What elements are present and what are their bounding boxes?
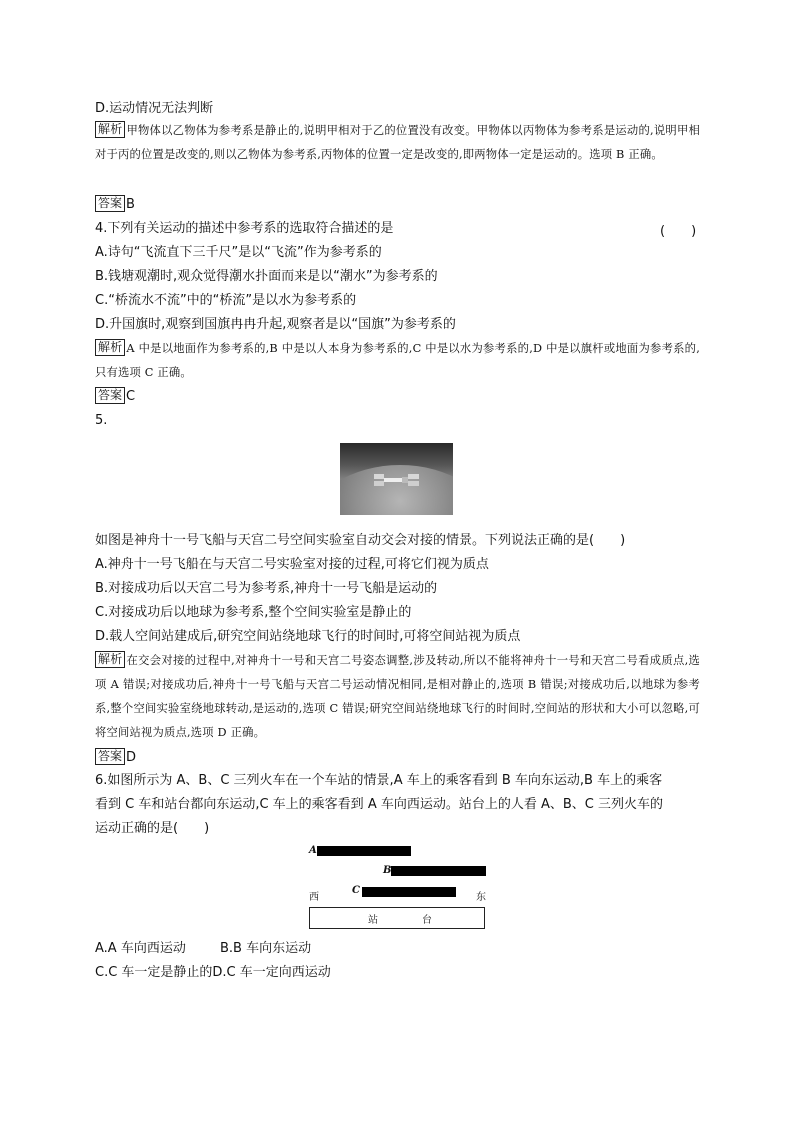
spacecraft-docking-photo — [340, 443, 453, 515]
q5-option-a: A.神舟十一号飞船在与天宫二号实验室对接的过程,可将它们视为质点 — [95, 557, 489, 572]
train-a-label: A — [309, 845, 317, 856]
explanation-tag: 解析 — [95, 651, 125, 668]
space-station-icon — [374, 473, 420, 487]
q6-option-a: A.A 车向西运动 — [95, 941, 186, 956]
q4-option-d: D.升国旗时,观察到国旗冉冉升起,观察者是以“国旗”为参考系的 — [95, 317, 456, 332]
explanation-tag: 解析 — [95, 339, 125, 356]
q4-option-a: A.诗句“飞流直下三千尺”是以“飞流”作为参考系的 — [95, 245, 382, 260]
q4-answer-paren: ( ) — [660, 224, 697, 239]
q5-explanation-text: 在交会对接的过程中,对神舟十一号和天宫二号姿态调整,涉及转动,所以不能将神舟十一号和天宫二号看成质点,选项 A 错误;对接成功后,神舟十一号飞船与天宫二号运动情况相同,是相对静止的,选项 B 错误;对接成功后,以地球为参考系,整个空间实验室绕地球转动,是运动的,选项 C 错误;研究空间站绕地球飞行的时间时,空间站的形状和大小可以忽略,可将空间站视为质点,选项 D 正确。 — [95, 654, 700, 739]
q4-stem: 4.下列有关运动的描述中参考系的选取符合描述的是 — [95, 221, 394, 236]
q5-option-d: D.载人空间站建成后,研究空间站绕地球飞行的时间时,可将空间站视为质点 — [95, 629, 521, 644]
q4-answer — [95, 387, 135, 406]
q3-answer-value: B — [126, 197, 135, 212]
q5-answer-value: D — [126, 750, 137, 765]
q4-answer-value: C — [126, 389, 136, 404]
q4-option-b: B.钱塘观潮时,观众觉得潮水扑面而来是以“潮水”为参考系的 — [95, 269, 438, 284]
q3-explanation-text: 甲物体以乙物体为参考系是静止的,说明甲相对于乙的位置没有改变。甲物体以丙物体为参考系是运动的,说明甲相对于丙的位置是改变的,则以乙物体为参考系,丙物体的位置一定是改变的,即两物体一定是运动的。选项 B 正确。 — [95, 124, 700, 161]
q6-options-cd: C.C 车一定是静止的D.C 车一定向西运动 — [95, 965, 331, 980]
explanation-tag: 解析 — [95, 121, 125, 138]
answer-tag: 答案 — [95, 195, 125, 212]
east-label: 东 — [476, 892, 486, 903]
train-c-label: C — [352, 885, 360, 896]
q4-option-c: C.“桥流水不流”中的“桥流”是以水为参考系的 — [95, 293, 357, 308]
train-c-bar — [362, 887, 456, 897]
train-b-label: B — [383, 865, 392, 876]
west-label: 西 — [309, 892, 319, 903]
q6-stem-line3: 运动正确的是( ) — [95, 821, 210, 836]
q6-option-b: B.B 车向东运动 — [220, 941, 312, 956]
answer-tag: 答案 — [95, 748, 125, 765]
answer-tag: 答案 — [95, 387, 125, 404]
q3-explanation — [95, 119, 700, 167]
q6-stem-line1: 6.如图所示为 A、B、C 三列火车在一个车站的情景,A 车上的乘客看到 B 车向东运动,B 车上的乘客 — [95, 773, 663, 788]
q5-option-c: C.对接成功后以地球为参考系,整个空间实验室是静止的 — [95, 605, 412, 620]
platform-label-1: 站 — [368, 915, 378, 926]
platform-label-2: 台 — [422, 915, 432, 926]
q4-explanation-text: A 中是以地面作为参考系的,B 中是以人本身为参考系的,C 中是以水为参考系的,D 中是以旗杆或地面为参考系的,只有选项 C 正确。 — [95, 342, 700, 379]
q3-answer — [95, 195, 135, 214]
station-platform — [309, 907, 485, 929]
q5-answer — [95, 748, 136, 767]
q5-number: 5. — [95, 413, 108, 428]
q4-explanation — [95, 337, 700, 385]
q6-stem-line2: 看到 C 车和站台都向东运动,C 车上的乘客看到 A 车向西运动。站台上的人看 A、B、C 三列火车的 — [95, 797, 663, 812]
q5-explanation — [95, 649, 700, 745]
q3-option-d: D.运动情况无法判断 — [95, 101, 214, 116]
train-b-bar — [391, 866, 486, 876]
q5-option-b: B.对接成功后以天宫二号为参考系,神舟十一号飞船是运动的 — [95, 581, 438, 596]
q5-stem: 如图是神舟十一号飞船与天宫二号空间实验室自动交会对接的情景。下列说法正确的是( ) — [95, 533, 626, 548]
train-a-bar — [317, 846, 411, 856]
train-station-diagram — [300, 840, 500, 932]
